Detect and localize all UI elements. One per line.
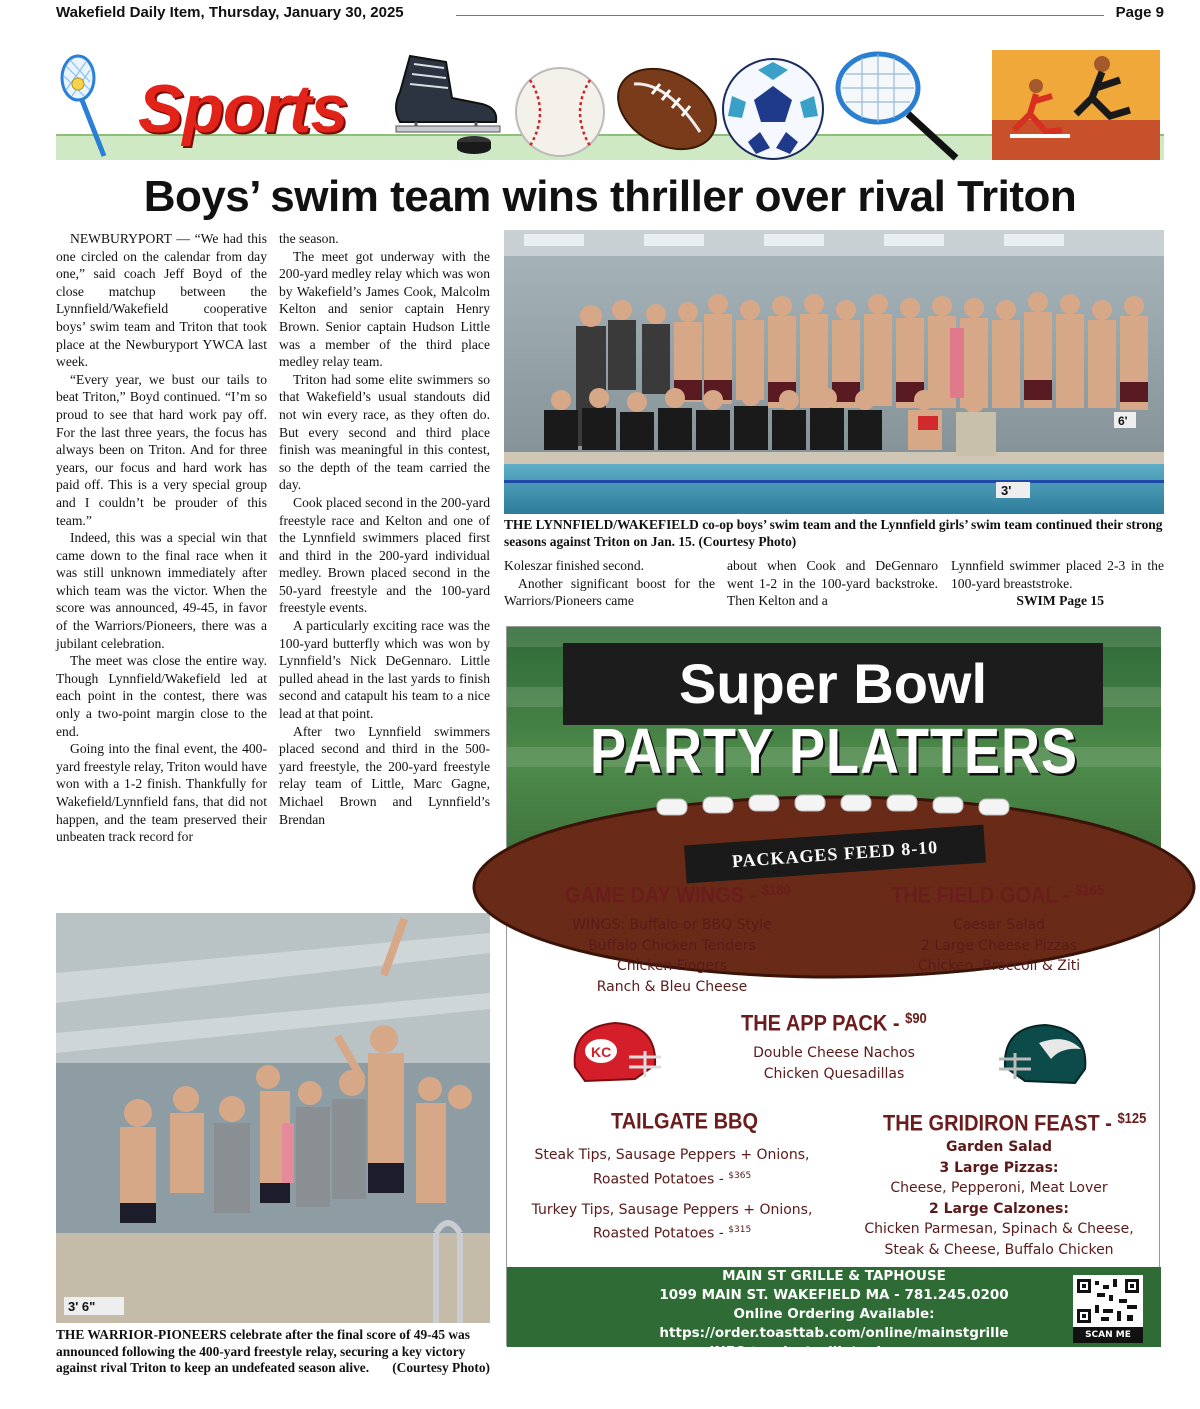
article-column-5 [951, 557, 1164, 610]
caption-text: co-op boys’ swim team and the Lynnfield girls’ swim team continued their strong seasons against Triton on Jan. 15. (Courtesy Photo) [504, 517, 1163, 549]
sports-banner [56, 34, 1164, 160]
paragraph: Indeed, this was a special win that came down to the final race when it was still unknown immediately after which team was the victor. When the score was announced, 49-45, in favor of the Warriors/Pioneers, there was a jubilant celebration. [56, 530, 267, 651]
football-icon [612, 54, 722, 164]
caption-lead: THE WARRIOR-PIONEERS [56, 1327, 227, 1342]
eagles-helmet-icon [995, 1019, 1095, 1099]
tennis-racket-icon [826, 48, 966, 164]
folio-rule [456, 15, 1104, 16]
celebration-photo-caption [56, 1327, 490, 1377]
pool-depth-marker: 3' [1001, 483, 1012, 498]
paragraph: about when Cook and DeGennaro went 1-2 in the 100-yard backstroke. Then Kelton and a [727, 558, 938, 609]
ad-title: Super Bowl [563, 643, 1103, 725]
hockey-puck-icon [456, 134, 492, 156]
baseball-icon [512, 64, 608, 160]
soccer-ball-icon [720, 56, 826, 162]
ordering-url[interactable]: https://order.toasttab.com/online/mainstgrille [659, 1325, 1009, 1341]
menu-items-wings: WINGS: Buffalo or BBQ Style Buffalo Chicken Tenders Chicken Fingers Ranch & Bleu Cheese [572, 917, 772, 995]
article-column-3 [504, 557, 715, 610]
ad-hero [507, 627, 1161, 877]
menu-items-gridiron-feast: Garden Salad 3 Large Pizzas: Cheese, Pepperoni, Meat Lover 2 Large Calzones: Chicken Parmesan, Spinach & Cheese, Steak & Cheese, Buffalo Chicken [864, 1139, 1134, 1258]
celebration-photo [56, 913, 490, 1323]
celebration-photo-image [56, 913, 490, 1323]
paragraph: The meet was close the entire way. Though Lynnfield/Wakefield led at each point in the contest, there was only a two-point margin close to the end. [56, 653, 267, 739]
ad-subtitle: PARTY PLATTERS [589, 716, 1079, 788]
qr-code-icon[interactable] [1073, 1275, 1143, 1327]
article-column-2 [279, 230, 490, 828]
paragraph: Lynnfield swimmer placed 2-3 in the 100-yard breaststroke. [951, 558, 1164, 591]
paragraph: The meet got underway with the 200-yard medley relay which was won by Wakefield’s James Cook, Malcolm Kelton and senior captain Henry Brown. Senior captain Hudson Little was a member of the third place medley relay team. [279, 248, 491, 370]
chiefs-helmet-icon [565, 1017, 665, 1097]
super-bowl-ad [506, 626, 1160, 1379]
page-number: Page 9 [1110, 4, 1164, 21]
restaurant-name: MAIN ST GRILLE & TAPHOUSE [722, 1268, 946, 1284]
menu-heading-gridiron-feast: THE GRIDIRON FEAST - $^{\$125}$ [883, 1109, 1147, 1137]
paragraph: Triton had some elite swimmers so that Wakefield’s usual standouts did not win every race, as they often do. But every second and third place finish was meaningful in this contest, so the depth of the team carried the day. [279, 371, 490, 493]
sports-title: Sports [138, 71, 348, 147]
paragraph: the season. [279, 231, 339, 246]
lacrosse-stick-icon [56, 54, 116, 158]
svg-text:KC: KC [591, 1044, 612, 1060]
restaurant-address: 1099 MAIN ST. WAKEFIELD MA - 781.245.0200 [659, 1287, 1009, 1303]
article-headline: Boys’ swim team wins thriller over rival Triton [143, 172, 1077, 221]
paragraph: A particularly exciting race was the 100-yard butterfly which was won by Lynnfield’s Nick DeGennaro. Little pulled ahead in the last yards to finish second and catapult his team to a nice lead at that point. [279, 618, 490, 722]
hockey-skate-icon [386, 48, 506, 148]
menu-items-tailgate: Steak Tips, Sausage Peppers + Onions, Roasted Potatoes - $^{\$365}$ Turkey Tips, Sausage Peppers + Onions, Roasted Potatoes - $^{\$315}$ [531, 1147, 813, 1242]
track-athletes-icon [992, 50, 1160, 160]
menu-heading-wings: GAME DAY WINGS - $^{\$180}$ [565, 881, 791, 909]
folio-date: Wakefield Daily Item, Thursday, January 30, 2025 [56, 4, 410, 21]
paragraph: NEWBURYPORT — “We had this one circled on the calendar from day one,” said coach Jeff Boyd of the close matchup between the Lynnfield/Wakefield cooperative boys’ swim team and Triton that took place at the Newburyport YWCA last week. [56, 231, 267, 370]
paragraph: “Every year, we bust our tails to beat Triton,” Boyd continued. “I’m so proud to see that hard work pay off. For the last three years, the focus has always been on Triton. And for three years, our focus and hard work has paid off. This is a very special group and I couldn’t be prouder of this team.” [56, 371, 267, 528]
paragraph: Going into the final event, the 400-yard freestyle relay, Triton would have won with a 1-2 finish. Thankfully for Wakefield/Lynnfield fans, that did not happen, and the team preserved their unbeaten track record for [56, 741, 267, 845]
scan-me-label: SCAN ME [1073, 1327, 1143, 1343]
jump-line: SWIM Page 15 [1016, 593, 1104, 609]
ad-footer [507, 1267, 1161, 1379]
menu-items-app-pack: Double Cheese Nachos Chicken Quesadillas [753, 1045, 915, 1082]
menu-heading-tailgate: TAILGATE BBQ [611, 1109, 759, 1135]
catering-notice: We Kindly Request 24 Hours Notice for Catering Orders [623, 1363, 1045, 1379]
team-photo-caption [504, 517, 1164, 550]
ad-package-tag: PACKAGES FEED 8-10 [684, 825, 986, 884]
ordering-label: Online Ordering Available: [733, 1306, 935, 1322]
email-link[interactable]: INFO@mainstgrilletaphouse.com [709, 1344, 959, 1360]
photo-credit: (Courtesy Photo) [392, 1360, 490, 1375]
menu-items-field-goal: Caesar Salad 2 Large Cheese Pizzas Chicken, Broccoli & Ziti [917, 917, 1081, 974]
caption-lead: THE LYNNFIELD/WAKEFIELD [504, 517, 699, 532]
menu-heading-app-pack: THE APP PACK - $^{\$90}$ [741, 1009, 927, 1037]
menu-heading-field-goal: THE FIELD GOAL - $^{\$165}$ [891, 881, 1104, 909]
article-column-4 [727, 557, 938, 610]
paragraph: Koleszar finished second. [504, 558, 645, 573]
team-photo [504, 230, 1164, 514]
article-column-1 [56, 230, 267, 846]
team-photo-image [504, 230, 1164, 514]
paragraph: Cook placed second in the 200-yard freestyle race and Kelton and one of the Lynnfield swimmers placed first and third in the 200-yard individual medley. Brown placed second in the 50-yard freestyle and the 100-yard freestyle events. [279, 494, 490, 616]
pool-depth-marker: 3' 6" [68, 1299, 96, 1314]
caption-text: celebrate after the final score of 49-45 was announced following the 400-yard freestyle relay, securing a key victory against rival Triton to keep an undefeated season alive. [56, 1327, 470, 1375]
folio [56, 4, 1164, 24]
wall-depth-marker: 6' [1118, 414, 1128, 428]
paragraph: Another significant boost for the Warriors/Pioneers came [504, 575, 715, 609]
paragraph: After two Lynnfield swimmers placed second and third in the 500-yard freestyle, the 200-yard freestyle relay team of Little, Marc Gagne, Michael Brown and Lynnfield’s Brendan [279, 723, 490, 827]
